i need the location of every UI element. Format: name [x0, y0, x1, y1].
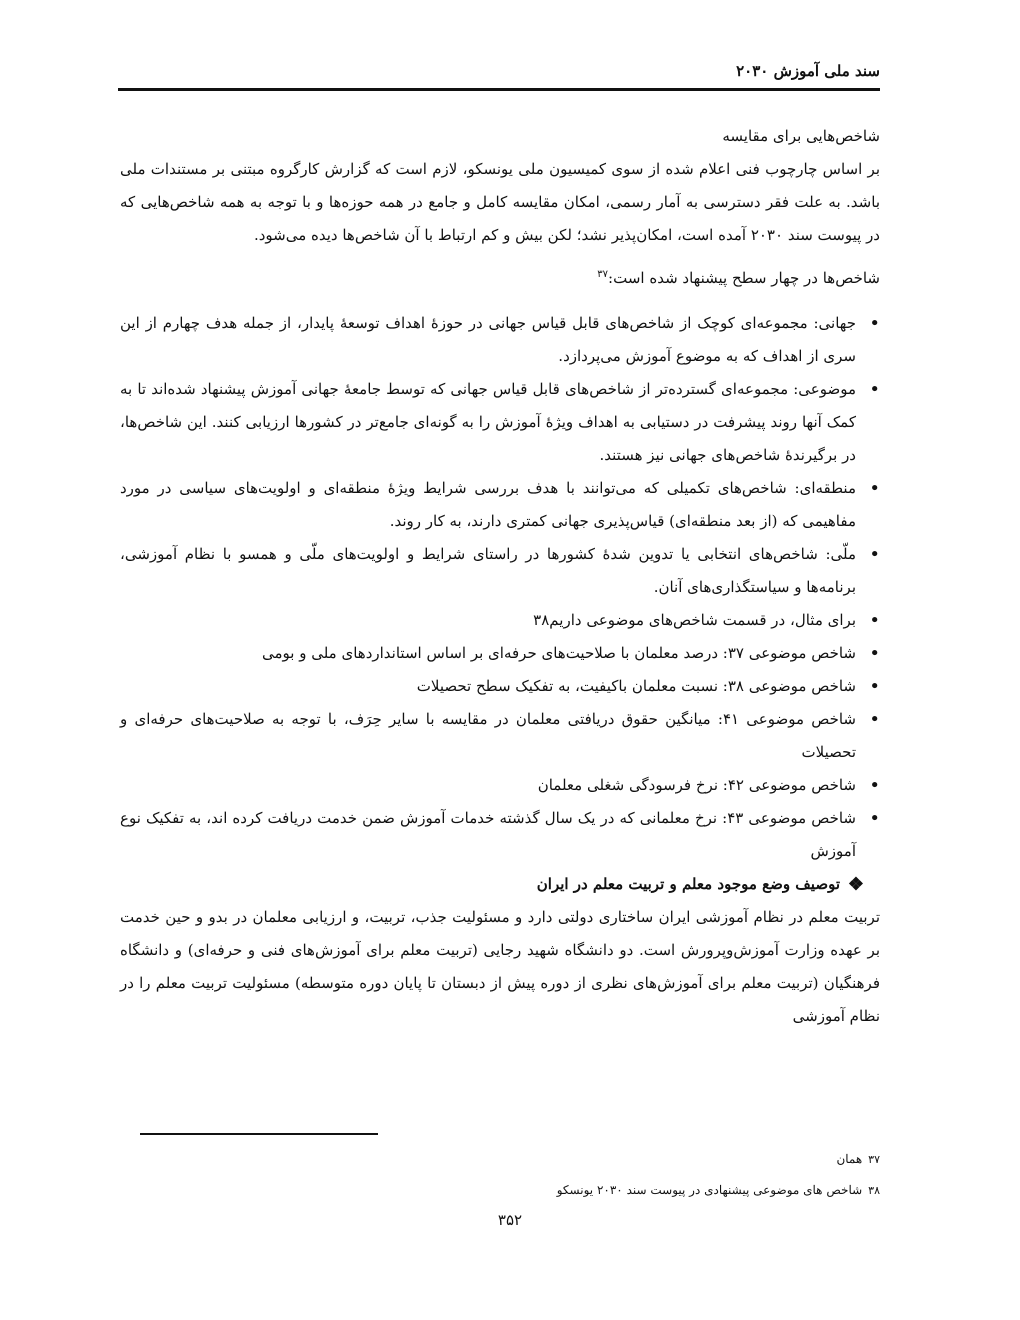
- indicator-bullet-list: [120, 307, 880, 868]
- list-item: • شاخص موضوعی ۴۲: نرخ فرسودگی شغلی معلمان: [120, 769, 880, 802]
- subheading: [120, 868, 880, 901]
- page-body: [120, 120, 880, 1033]
- footnote-number: ۳۸: [868, 1184, 880, 1197]
- list-item: • منطقه‌ای: شاخص‌های تکمیلی که می‌توانند با هدف بررسی شرایط ویژهٔ منطقه‌ای و اولویت‌های سیاسی در مورد مفاهیمی که (از بعد منطقه‌ای) قیاس‌پذیری جهانی کمتری دارند، به کار روند.: [120, 472, 880, 538]
- list-item: • جهانی: مجموعه‌ای کوچک از شاخص‌های قابل قیاس جهانی در حوزهٔ اهداف توسعهٔ پایدار، از جمله هدف چهارم از این سری از اهداف که به موضوع آموزش می‌پردازد.: [120, 307, 880, 373]
- list-item: • شاخص موضوعی ۴۳: نرخ معلمانی که در یک سال گذشته خدمات آموزش ضمن خدمت دریافت کرده اند، به تفکیک نوع آموزش: [120, 802, 880, 868]
- list-item: • شاخص موضوعی ۳۸: نسبت معلمان باکیفیت، به تفکیک سطح تحصیلات: [120, 670, 880, 703]
- levels-intro-text: شاخص‌ها در چهار سطح پیشنهاد شده است:: [608, 269, 880, 287]
- diamond-bullet-icon: ❖: [847, 874, 864, 895]
- closing-paragraph: تربیت معلم در نظام آموزشی ایران ساختاری دولتی دارد و مسئولیت جذب، تربیت، و ارزیابی معلمان در بدو و حین خدمت بر عهده وزارت آموزش‌وپرورش است. دو دانشگاه شهید رجایی (تربیت معلم برای آموزش‌های فنی و حرفه‌ای) و دانشگاه فرهنگیان (تربیت معلم برای آموزش‌های نظری از دوره پیش از دبستان تا پایان دوره متوسطه) مسئولیت تربیت معلم را در نظام آموزشی: [120, 908, 880, 1025]
- footnote-rule: [140, 1133, 378, 1135]
- footnote-text: شاخص های موضوعی پیشنهادی در پیوست سند ۲۰۳۰ یونسکو: [556, 1183, 863, 1197]
- footnote-37: [120, 1144, 880, 1175]
- list-item: • شاخص موضوعی ۴۱: میانگین حقوق دریافتی معلمان در مقایسه با سایر حِرَف، با توجه به صلاحیت‌های حرفه‌ای و تحصیلات: [120, 703, 880, 769]
- list-item: • برای مثال، در قسمت شاخص‌های موضوعی داریم۳۸: [120, 604, 880, 637]
- list-item: • شاخص موضوعی ۳۷: درصد معلمان با صلاحیت‌های حرفه‌ای بر اساس استانداردهای ملی و بومی: [120, 637, 880, 670]
- footnote-text: همان: [836, 1152, 863, 1166]
- footnote-38: [120, 1175, 880, 1206]
- footnote-ref-37[interactable]: ۳۷: [597, 269, 609, 280]
- header-rule: [118, 88, 880, 91]
- section-heading: شاخص‌هایی برای مقایسه: [722, 127, 880, 145]
- footnote-number: ۳۷: [868, 1153, 880, 1166]
- page-number: ۳۵۲: [497, 1211, 523, 1229]
- subheading-text: توصیف وضع موجود معلم و تربیت معلم در ایران: [536, 875, 840, 893]
- footnotes: [120, 1144, 880, 1206]
- list-item: • ملّی: شاخص‌های انتخابی یا تدوین شدهٔ کشورها در راستای شرایط و اولویت‌های ملّی و همسو با نظام آموزشی، برنامه‌ها و سیاستگذاری‌های آنان.: [120, 538, 880, 604]
- intro-paragraph: بر اساس چارچوب فنی اعلام شده از سوی کمیسیون ملی یونسکو، لازم است که گزارش کارگروه مبتنی بر مستندات ملی باشد. به علت فقر دسترسی به آمار رسمی، امکان مقایسه کامل و جامع در همه حوزه‌ها و با توجه به همه شاخص‌هایی که در پیوست سند ۲۰۳۰ آمده است، امکان‌پذیر نشد؛ لکن بیش و کم ارتباط با آن شاخص‌ها دیده می‌شود.: [120, 160, 880, 244]
- list-item: • موضوعی: مجموعه‌ای گسترده‌تر از شاخص‌های قابل قیاس جهانی که توسط جامعهٔ جهانی آموزش پیشنهاد شده‌اند تا به کمک آنها روند پیشرفت در دستیابی به اهداف ویژهٔ آموزش را به گونه‌ای جامع‌تر در کشورها ارزیابی کنند. این شاخص‌ها، در برگیرندهٔ شاخص‌های جهانی نیز هستند.: [120, 373, 880, 472]
- running-header-title: سند ملی آموزش ۲۰۳۰: [736, 62, 880, 80]
- levels-intro: [120, 262, 880, 295]
